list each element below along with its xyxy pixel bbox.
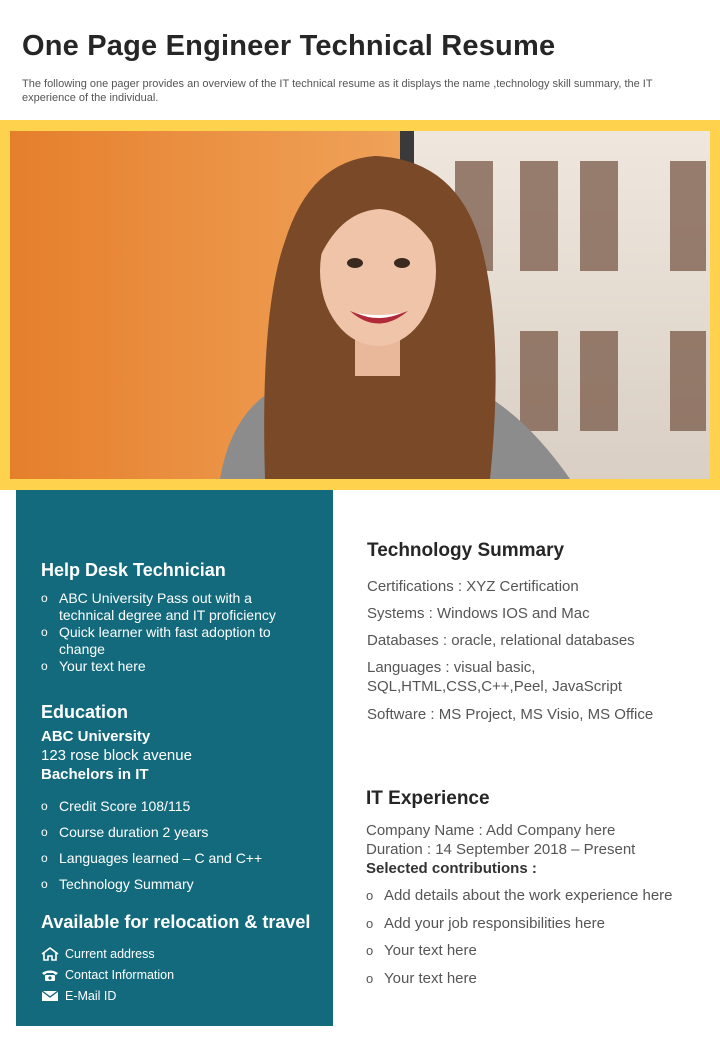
education-heading: Education: [41, 702, 129, 722]
company-line: Company Name : Add Company here: [366, 822, 616, 839]
contact-phone-label: Contact Information: [65, 968, 175, 982]
contact-email: [41, 989, 116, 1003]
certifications-line: Certifications : XYZ Certification: [367, 578, 579, 595]
databases-line: Databases : oracle, relational databases: [367, 632, 635, 649]
contact-phone: [41, 968, 174, 982]
list-item: o Credit Score 108/115: [41, 793, 262, 819]
list-item: o Add details about the work experience here: [366, 887, 673, 915]
degree-name: Bachelors in IT: [41, 766, 149, 783]
list-item: o Languages learned – C and C++: [41, 845, 262, 871]
list-item: o Quick learner with fast adoption to change: [41, 624, 273, 658]
profile-sidebar: [16, 490, 333, 1026]
software-line: Software : MS Project, MS Visio, MS Office: [367, 706, 654, 723]
role-list: [41, 590, 311, 675]
page-title: One Page Engineer Technical Resume: [22, 30, 556, 62]
experience-heading: IT Experience: [366, 788, 490, 809]
list-item: o Your text here: [366, 942, 673, 970]
phone-icon: [41, 968, 59, 982]
contributions-label: Selected contributions :: [366, 860, 537, 877]
university-name: ABC University: [41, 728, 151, 745]
list-item: o Course duration 2 years: [41, 819, 262, 845]
list-item: o Add your job responsibilities here: [366, 915, 673, 943]
page-subtitle: The following one pager provides an overview of the IT technical resume as it displays the name ,technology skill summary, the IT experience of the individual.: [22, 78, 653, 104]
contact-address: [41, 947, 155, 961]
languages-line: Languages : visual basic,: [367, 659, 536, 676]
list-item: o Technology Summary: [41, 871, 262, 897]
role-heading: Help Desk Technician: [41, 560, 226, 580]
mail-icon: [41, 989, 59, 1003]
education-list: [41, 793, 262, 897]
tech-summary-heading: Technology Summary: [367, 540, 565, 561]
home-icon: [41, 947, 59, 961]
languages-line-2: SQL,HTML,CSS,C++,Peel, JavaScript: [367, 678, 623, 695]
systems-line: Systems : Windows IOS and Mac: [367, 605, 590, 622]
availability-heading: Available for relocation & travel: [41, 912, 311, 932]
list-item: o ABC University Pass out with a technical degree and IT proficiency: [41, 590, 311, 624]
list-item: o Your text here: [41, 658, 311, 675]
photo-frame: [0, 120, 720, 490]
contact-email-label: E-Mail ID: [65, 989, 117, 1003]
contact-address-label: Current address: [65, 947, 155, 961]
profile-photo: [10, 131, 710, 479]
university-address: 123 rose block avenue: [41, 747, 192, 764]
duration-line: Duration : 14 September 2018 – Present: [366, 841, 636, 858]
contributions-list: [366, 887, 673, 997]
list-item: o Your text here: [366, 970, 673, 998]
